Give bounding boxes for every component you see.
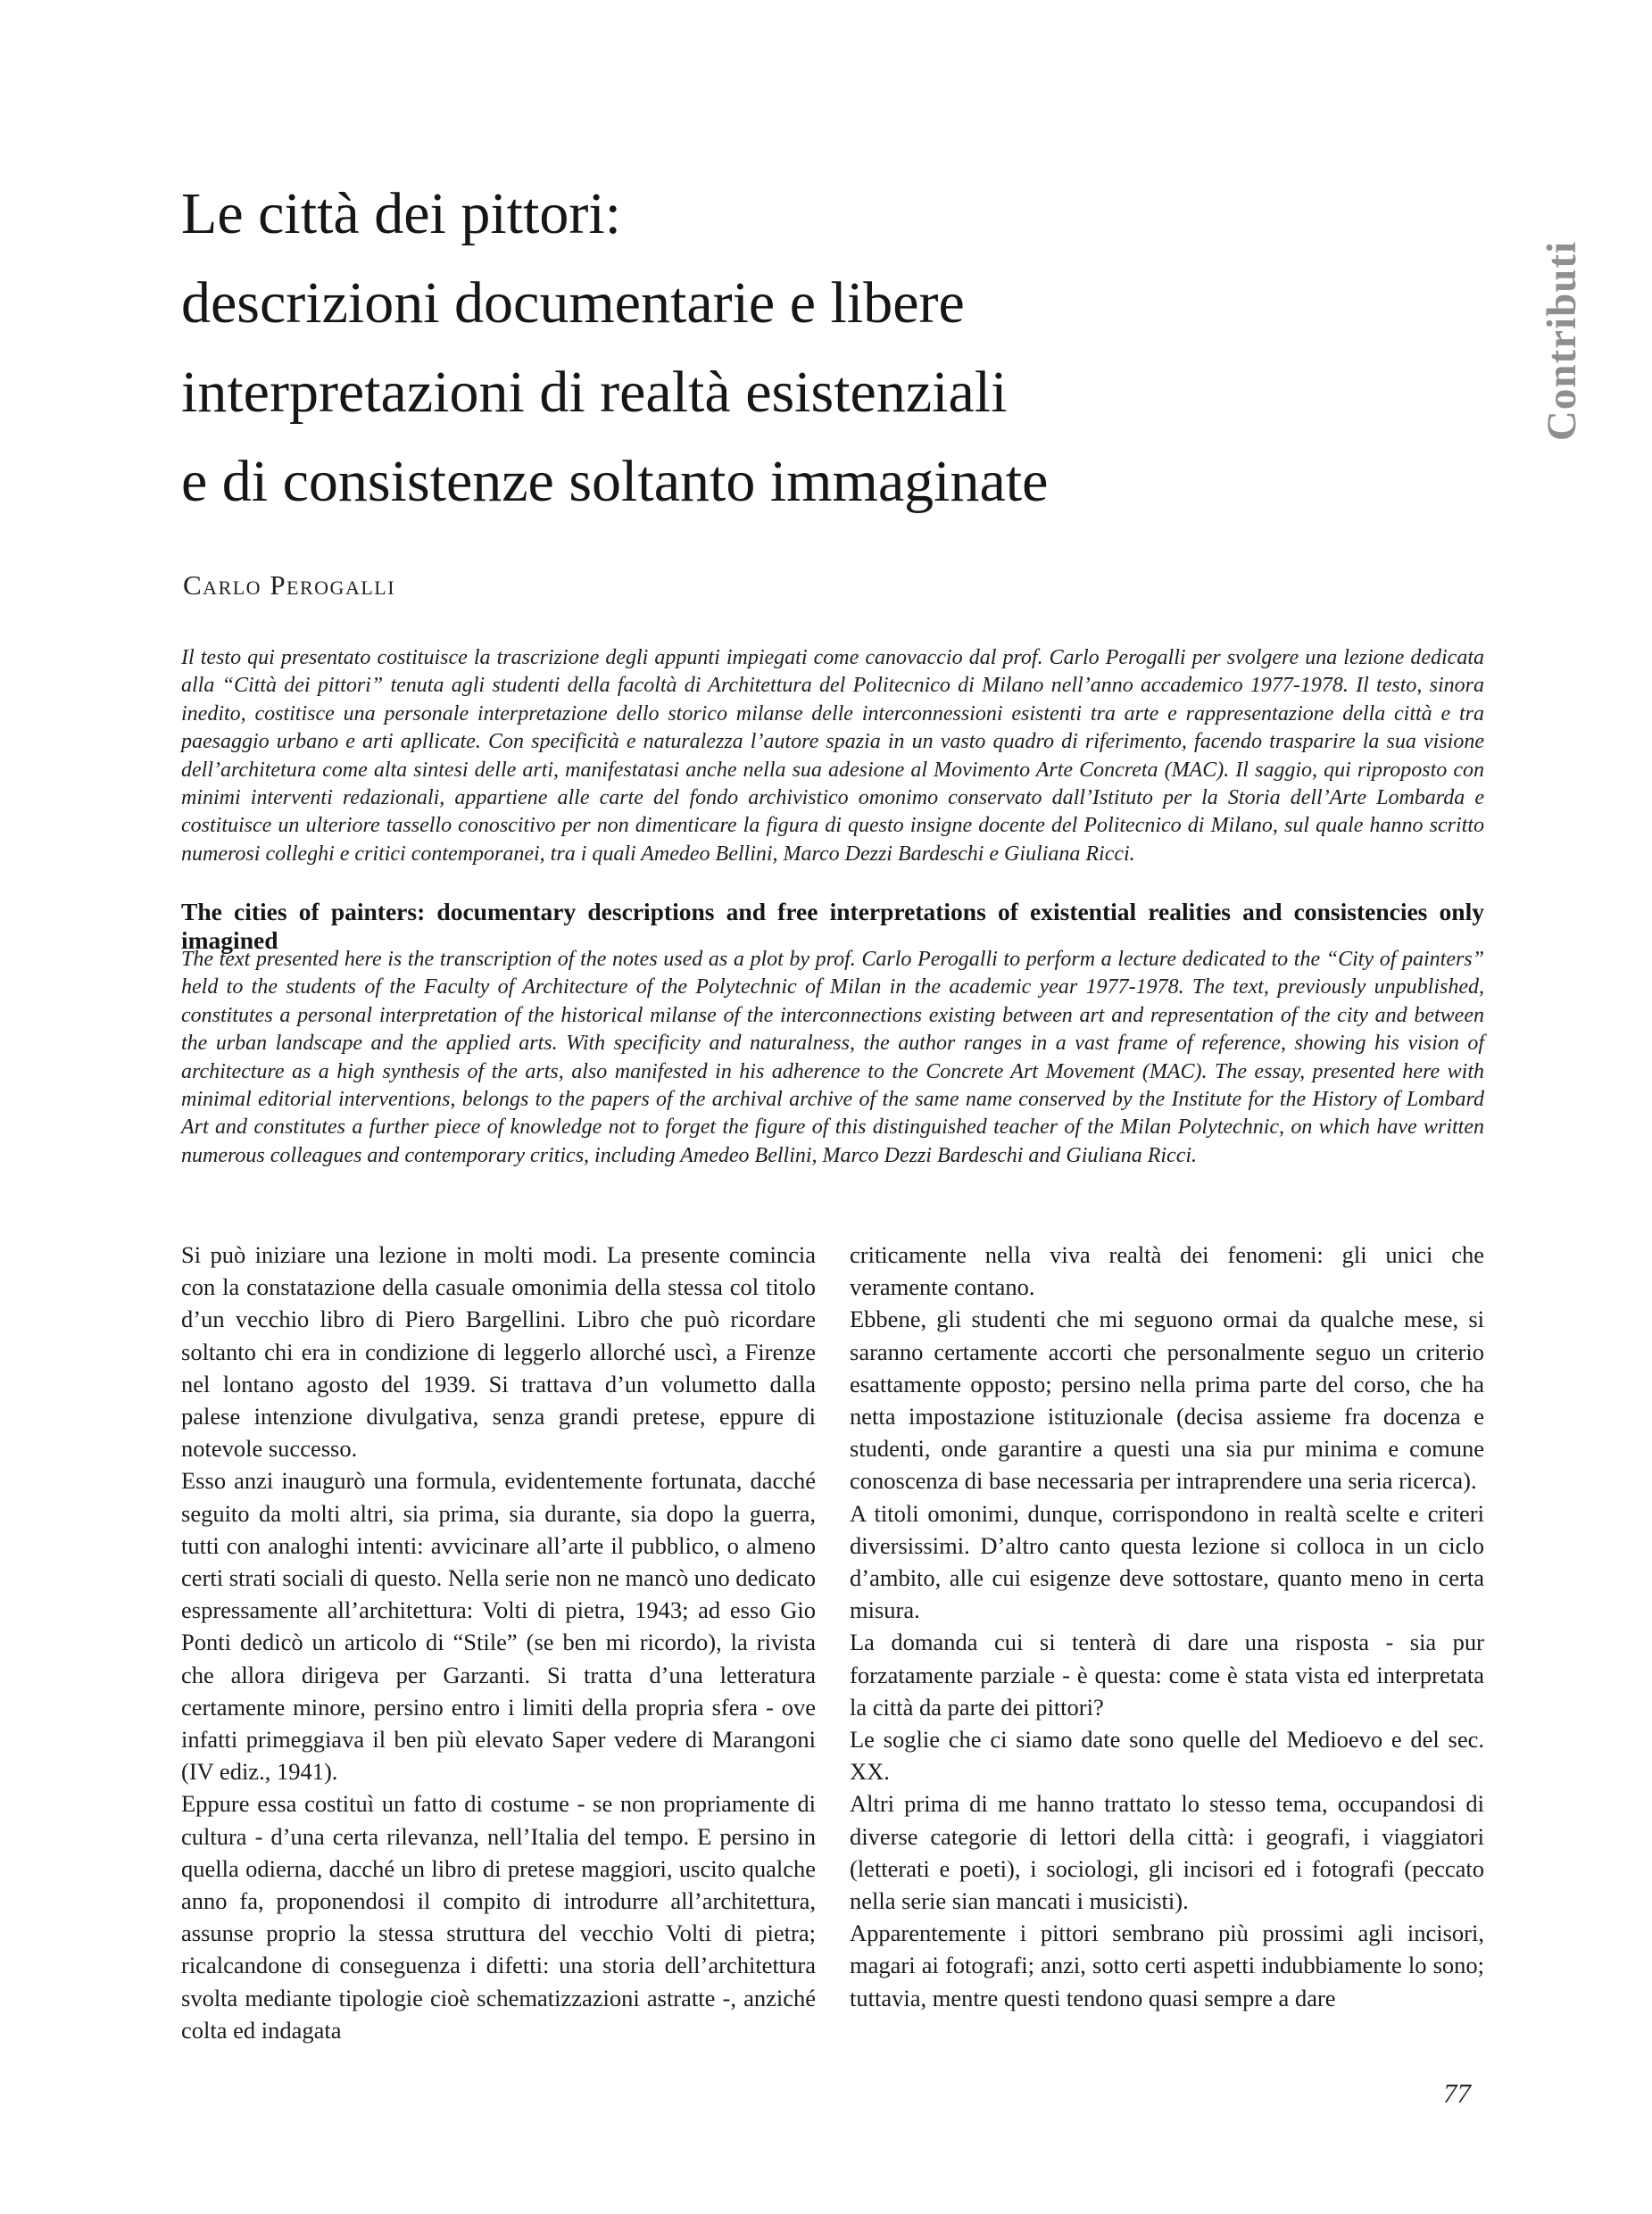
body-paragraph: Altri prima di me hanno trattato lo stesso tema, occupandosi di diverse categorie di lettori della città: i geografi, i viaggiatori (letterati e poeti), i sociologi, gli incisori ed i fotografi (peccato nella serie sian mancati i musicisti).	[850, 1790, 1484, 1915]
article-title-line-1: Le città dei pittori:	[181, 181, 622, 246]
author-name: Carlo Perogalli	[183, 569, 396, 601]
body-paragraph: A titoli omonimi, dunque, corrispondono in realtà scelte e criteri diversissimi. D’altro canto questa lezione si colloca in un ciclo d’ambito, alle cui esigenze deve sottostare, quanto meno in certa misura.	[850, 1499, 1484, 1624]
body-paragraph: Le soglie che ci siamo date sono quelle del Medioevo e del sec. XX.	[850, 1726, 1484, 1786]
article-title-line-4: e di consistenze soltanto immaginate	[181, 449, 1049, 514]
article-title-line-2: descrizioni documentarie e libere	[181, 270, 965, 336]
body-right-column	[850, 1239, 1484, 2046]
page-number: 77	[1443, 2077, 1471, 2109]
english-title: The cities of painters: documentary descriptions and free interpretations of existential realities and consistencies only imagined	[181, 898, 1484, 954]
body-paragraph: La domanda cui si tenterà di dare una risposta - sia pur forzatamente parziale - è questa: come è stata vista ed interpretata la città da parte dei pittori?	[850, 1629, 1484, 1721]
body-text	[181, 1239, 1484, 2046]
body-left-column	[181, 1239, 816, 2046]
body-paragraph: Apparentemente i pittori sembrano più prossimi agli incisori, magari ai fotografi; anzi, sotto certi aspetti indubbiamente lo sono; tuttavia, mentre questi tendono quasi sempre a dare	[850, 1920, 1484, 2011]
body-paragraph: Si può iniziare una lezione in molti modi. La presente comincia con la constatazione della casuale omonimia della stessa col titolo d’un vecchio libro di Piero Bargellini. Libro che può ricordare soltanto chi era in condizione di leggerlo allorché uscì, a Firenze nel lontano agosto del 1939. Si trattava d’un volumetto dalla palese intenzione divulgativa, senza grandi pretese, eppure di notevole successo.	[181, 1241, 816, 1463]
body-paragraph: criticamente nella viva realtà dei fenomeni: gli unici che veramente contano.	[850, 1241, 1484, 1301]
body-paragraph: Eppure essa costituì un fatto di costume - se non propriamente di cultura - d’una certa rilevanza, nell’Italia del tempo. E persino in quella odierna, dacché un libro di pretese maggiori, uscito qualche anno fa, proponendosi il compito di introdurre all’architettura, assunse proprio la stessa struttura del vecchio Volti di pietra; ricalcandone di conseguenza i difetti: una storia dell’architettura svolta mediante tipologie cioè schematizzazioni astratte -, anziché colta ed indagata	[181, 1790, 816, 2044]
abstract-english: The text presented here is the transcription of the notes used as a plot by prof. Carlo Perogalli to perform a lecture dedicated to the “City of painters” held to the students of the Faculty of Architecture of the Polytechnic of Milan in the academic year 1977-1978. The text, previously unpublished, constitutes a personal interpretation of the historical milanse of the interconnections existing between art and representation of the city and between the urban landscape and the applied arts. With specificity and naturalness, the author ranges in a vast frame of reference, showing his vision of architecture as a high synthesis of the arts, also manifested in his adherence to the Concrete Art Movement (MAC). The essay, presented here with minimal editorial interventions, belongs to the papers of the archival archive of the same name conserved by the Institute for the History of Lombard Art and constitutes a further piece of knowledge not to forget the figure of this distinguished teacher of the Milan Polytechnic, on which have written numerous colleagues and contemporary critics, including Amedeo Bellini, Marco Dezzi Bardeschi and Giuliana Ricci.	[181, 948, 1484, 1167]
article-title	[181, 170, 1502, 527]
body-paragraph: Esso anzi inaugurò una formula, evidentemente fortunata, dacché seguito da molti altri, sia prima, sia durante, sia dopo la guerra, tutti con analoghi intenti: avvicinare all’arte il pubblico, o almeno certi strati sociali di questo. Nella serie non ne mancò uno dedicato espressamente all’architettura: Volti di pietra, 1943; ad esso Gio Ponti dedicò un articolo di “Stile” (se ben mi ricordo), la rivista che allora dirigeva per Garzanti. Si tratta d’una letteratura certamente minore, persino entro i limiti della propria sfera - ove infatti primeggiava il ben più elevato Saper vedere di Marangoni (IV ediz., 1941).	[181, 1467, 816, 1786]
article-title-line-3: interpretazioni di realtà esistenziali	[181, 360, 1008, 425]
section-side-label: Contributi	[1539, 240, 1585, 442]
abstract-italian: Il testo qui presentato costituisce la trascrizione degli appunti impiegati come canovaccio dal prof. Carlo Perogalli per svolgere una lezione dedicata alla “Città dei pittori” tenuta agli studenti della facoltà di Architettura del Politecnico di Milano nell’anno accademico 1977-1978. Il testo, sinora inedito, costitisce una personale interpretazione dello storico milanse delle interconnessioni esistenti tra arte e rappresentazione della città e tra paesaggio urbano e arti apllicate. Con specificità e naturalezza l’autore spazia in un vasto quadro di riferimento, facendo trasparire la sua visione dell’architetura come alta sintesi delle arti, manifestatasi anche nella sua adesione al Movimento Arte Concreta (MAC). Il saggio, qui riproposto con minimi interventi redazionali, appartiene alle carte del fondo archivistico omonimo conservato dall’Istituto per la Storia dell’Arte Lombarda e costituisce un ulteriore tassello conoscitivo per non dimenticare la figura di questo insigne docente del Politecnico di Milano, sul quale hanno scritto numerosi colleghi e critici contemporanei, tra i quali Amedeo Bellini, Marco Dezzi Bardeschi e Giuliana Ricci.	[181, 646, 1484, 866]
body-paragraph: Ebbene, gli studenti che mi seguono ormai da qualche mese, si saranno certamente accorti che personalmente seguo un criterio esattamente opposto; persino nella prima parte del corso, che ha netta impostazione istituzionale (decisa assieme fra docenza e studenti, onde garantire a questi una sia pur minima e comune conoscenza di base necessaria per intraprendere una seria ricerca).	[850, 1306, 1484, 1495]
